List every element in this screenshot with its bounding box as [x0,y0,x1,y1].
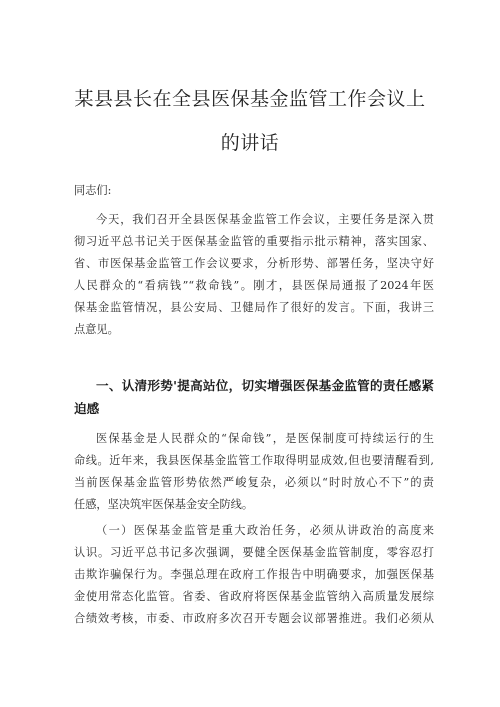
paragraph-line: 今天，我们召开全县医保基金监管工作会议，主要任务是深入贯 [96,213,434,226]
paragraph-line: 省、市医保基金监管工作会议要求，分析形势、部署任务，坚决守好 [74,257,434,270]
paragraph-line: 击欺诈骗保行为。李强总理在政府工作报告中明确要求，加强医保基 [74,568,434,581]
paragraph-line: 人民群众的“看病钱”“救命钱”。刚才，县医保局通报了2024年医 [74,279,434,292]
paragraph-line: （一）医保基金监管是重大政治任务，必须从讲政治的高度来 [96,524,434,537]
paragraph-subsection-1 [74,520,434,630]
paragraph-line: 医保基金是人民群众的“保命钱”，是医保制度可持续运行的生 [96,432,434,445]
heading-line: 迫感 [74,401,100,416]
paragraph-line: 点意见。 [74,323,119,336]
paragraph-line: 彻习近平总书记关于医保基金监管的重要指示批示精神，落实国家、 [74,235,434,248]
document-title-line-1: 某县县长在全县医保基金监管工作会议上 [74,88,426,110]
paragraph-section-1-intro [74,428,434,516]
paragraph-line: 合绩效考核，市委、市政府多次召开专题会议部署推进。我们必须从 [74,612,434,625]
paragraph-line: 金使用常态化监管。省委、省政府将医保基金监管纳入高质量发展综 [74,590,434,603]
paragraph-line: 当前医保基金监管形势依然严峻复杂，必须以“时时放心不下”的责 [74,476,434,489]
paragraph-line: 保基金监管情况，县公安局、卫健局作了很好的发言。下面，我讲三 [74,301,434,314]
paragraph-line: 命线。近年来，我县医保基金监管工作取得明显成效,但也要清醒看到, [74,454,434,467]
section-heading-1 [74,374,434,420]
paragraph-line: 认识。习近平总书记多次强调，要健全医保基金监管制度，零容忍打 [74,546,434,559]
salutation-text: 同志们: [74,184,112,197]
document-title-line-2: 的讲话 [220,132,280,154]
salutation [74,180,434,202]
paragraph-opening [74,209,434,341]
heading-line: 一、认清形势'提高站位，切实增强医保基金监管的责任感紧 [96,378,434,393]
paragraph-line: 任感，坚决筑牢医保基金安全防线。 [74,498,254,511]
